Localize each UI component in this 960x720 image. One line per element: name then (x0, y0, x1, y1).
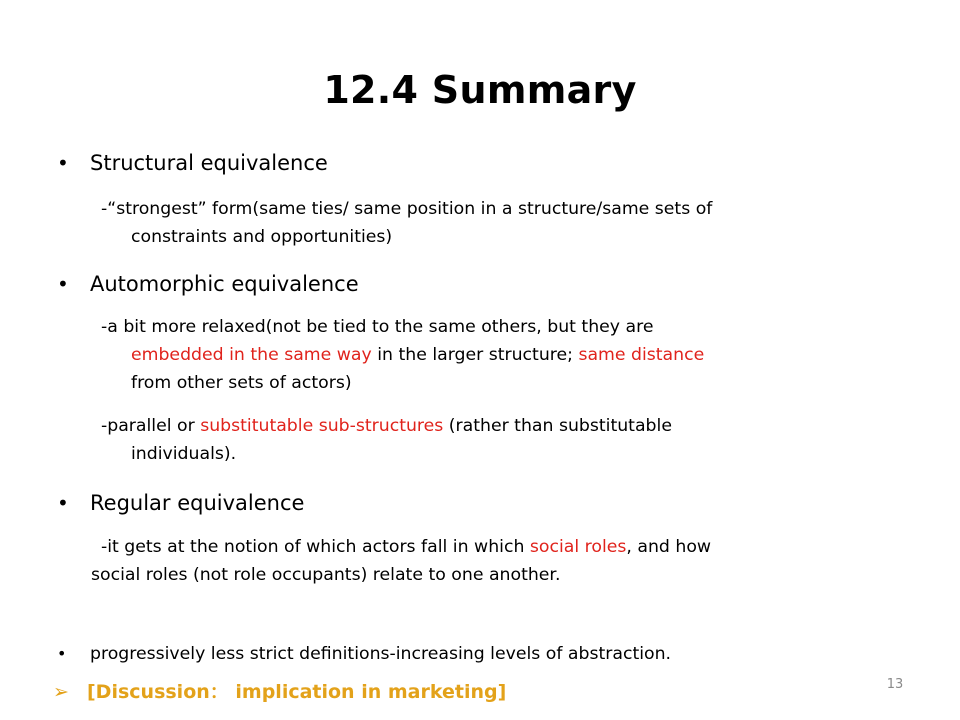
bullet-heading: Regular equivalence (90, 491, 305, 515)
arrow-bullet-icon: ➢ (53, 681, 69, 703)
bullet-dot-icon: • (57, 491, 69, 515)
highlight-text: embedded in the same way (131, 345, 372, 365)
sub-line (101, 341, 881, 369)
sub-line (91, 533, 891, 561)
bullet-dot-icon: • (57, 272, 69, 296)
highlight-text: substitutable sub-structures (200, 416, 444, 436)
highlight-text: same distance (578, 345, 705, 365)
discussion-item (53, 677, 506, 707)
sub-regular (91, 533, 891, 589)
bullet-dot-icon: • (57, 151, 69, 175)
sub-line: from other sets of actors) (131, 373, 352, 393)
plain-text: -parallel or (101, 416, 201, 436)
sub-structural (101, 195, 881, 251)
sub-automorphic-1 (101, 313, 881, 397)
plain-text: (rather than substitutable (443, 416, 672, 436)
bullet-heading: Structural equivalence (90, 151, 328, 175)
plain-text: -it gets at the notion of which actors fall in which (101, 537, 530, 557)
slide-title: 12.4 Summary (323, 68, 637, 112)
sub-line: -“strongest” form(same ties/ same position in a structure/same sets of (101, 199, 713, 219)
sub-automorphic-2 (101, 412, 881, 468)
discussion-text: [Discussion： implication in marketing] (87, 681, 507, 703)
sub-line: individuals). (131, 444, 237, 464)
sub-line (101, 412, 881, 440)
plain-text: , and how (626, 537, 712, 557)
bullet-dot-icon: • (57, 644, 67, 663)
sub-line: -a bit more relaxed(not be tied to the same others, but they are (101, 317, 654, 337)
page-number: 13 (886, 677, 904, 692)
summary-text: progressively less strict definitions-increasing levels of abstraction. (90, 644, 672, 664)
sub-line: constraints and opportunities) (131, 227, 393, 247)
bullet-heading: Automorphic equivalence (90, 272, 359, 296)
plain-text: in the larger structure; (371, 345, 579, 365)
highlight-text: social roles (529, 537, 627, 557)
sub-line: social roles (not role occupants) relate to one another. (91, 565, 561, 585)
